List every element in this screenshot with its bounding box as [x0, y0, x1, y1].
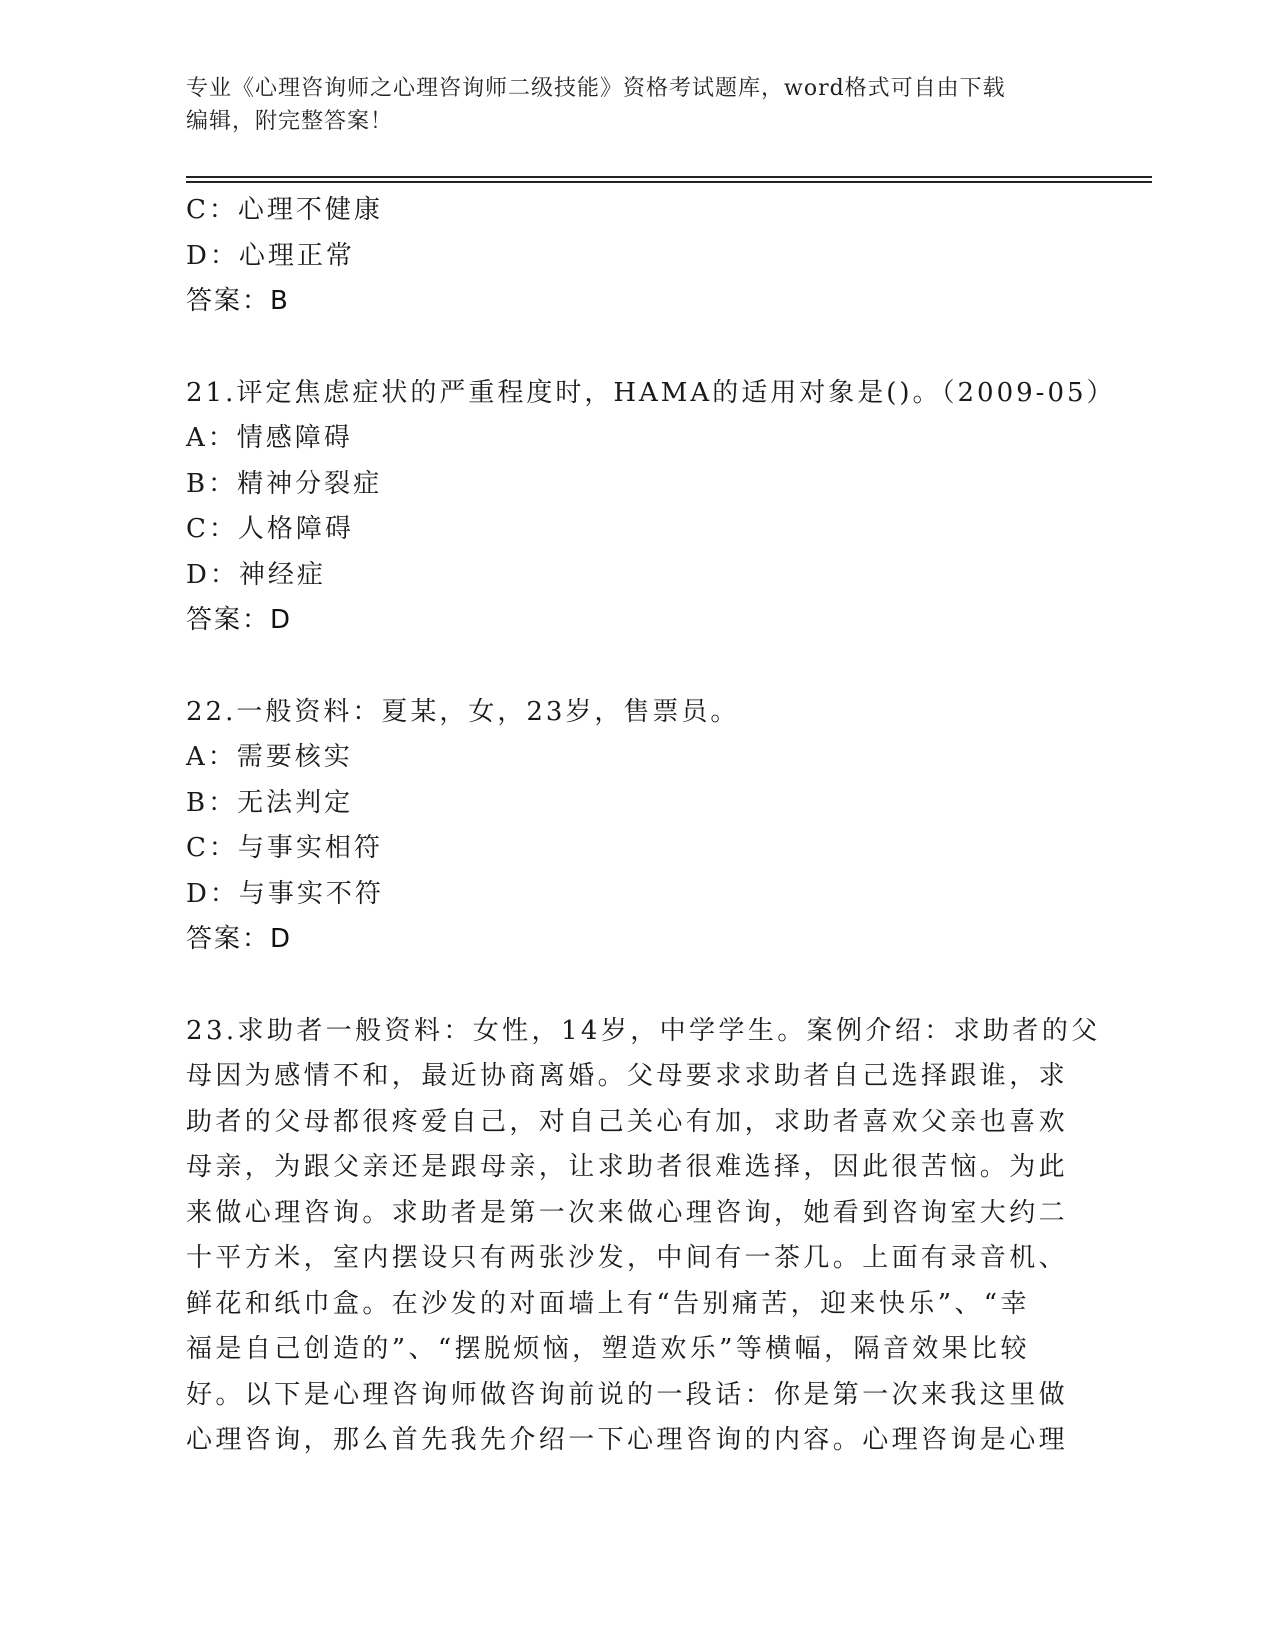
- q21-option-b: B：精神分裂症: [186, 468, 383, 499]
- header-line-1: 专业《心理咨询师之心理咨询师二级技能》资格考试题库，word格式可自由下载: [186, 76, 1006, 101]
- q20-option-d: D：心理正常: [186, 240, 355, 271]
- q23-line: 福是自己创造的”、“摆脱烦恼，塑造欢乐”等横幅，隔音效果比较: [186, 1334, 1030, 1364]
- q21-answer: 答案：D: [186, 605, 293, 635]
- q21-option-a: A：情感障碍: [186, 423, 353, 453]
- q23-line: 十平方米，室内摆设只有两张沙发，中间有一茶几。上面有录音机、: [186, 1243, 1069, 1273]
- q22-option-d: D：与事实不符: [186, 878, 384, 909]
- q23-line: 母因为感情不和，最近协商离婚。父母要求求助者自己选择跟谁，求: [186, 1061, 1069, 1091]
- header-line-2: 编辑，附完整答案！: [186, 109, 394, 134]
- q23-question: [186, 1009, 1101, 1464]
- q20-answer: 答案：B: [186, 286, 290, 316]
- q22-question: 22.一般资料：夏某，女，23岁，售票员。: [186, 696, 740, 727]
- q21-option-c: C：人格障碍: [186, 514, 354, 544]
- page-header: [186, 72, 1086, 138]
- spacer: [186, 963, 1086, 1009]
- header-rule-bottom: [186, 181, 1152, 183]
- spacer: [186, 644, 1086, 690]
- question-content: [186, 188, 1116, 1464]
- q23-line: 心理咨询，那么首先我先介绍一下心理咨询的内容。心理咨询是心理: [186, 1425, 1069, 1455]
- q22-option-c: C：与事实相符: [186, 833, 383, 863]
- q23-line: 母亲，为跟父亲还是跟母亲，让求助者很难选择，因此很苦恼。为此: [186, 1152, 1069, 1182]
- q22-answer: 答案：D: [186, 924, 293, 954]
- q22-option-b: B：无法判定: [186, 787, 354, 818]
- spacer: [186, 325, 1086, 371]
- q23-line: 好。以下是心理咨询师做咨询前说的一段话：你是第一次来我这里做: [186, 1379, 1069, 1410]
- q23-line: 鲜花和纸巾盒。在沙发的对面墙上有“告别痛苦，迎来快乐”、“幸: [186, 1288, 1030, 1319]
- q23-line: 助者的父母都很疼爱自己，对自己关心有加，求助者喜欢父亲也喜欢: [186, 1106, 1069, 1137]
- q21-option-d: D：神经症: [186, 559, 326, 590]
- q22-option-a: A：需要核实: [186, 742, 353, 772]
- q23-line: 23.求助者一般资料：女性，14岁，中学学生。案例介绍：求助者的父: [186, 1015, 1101, 1046]
- header-rule-top: [186, 176, 1152, 178]
- q21-question: 21.评定焦虑症状的严重程度时，HAMA的适用对象是()。（2009-05）: [186, 377, 1116, 408]
- q20-option-c: C：心理不健康: [186, 195, 383, 225]
- q23-line: 来做心理咨询。求助者是第一次来做心理咨询，她看到咨询室大约二: [186, 1197, 1069, 1228]
